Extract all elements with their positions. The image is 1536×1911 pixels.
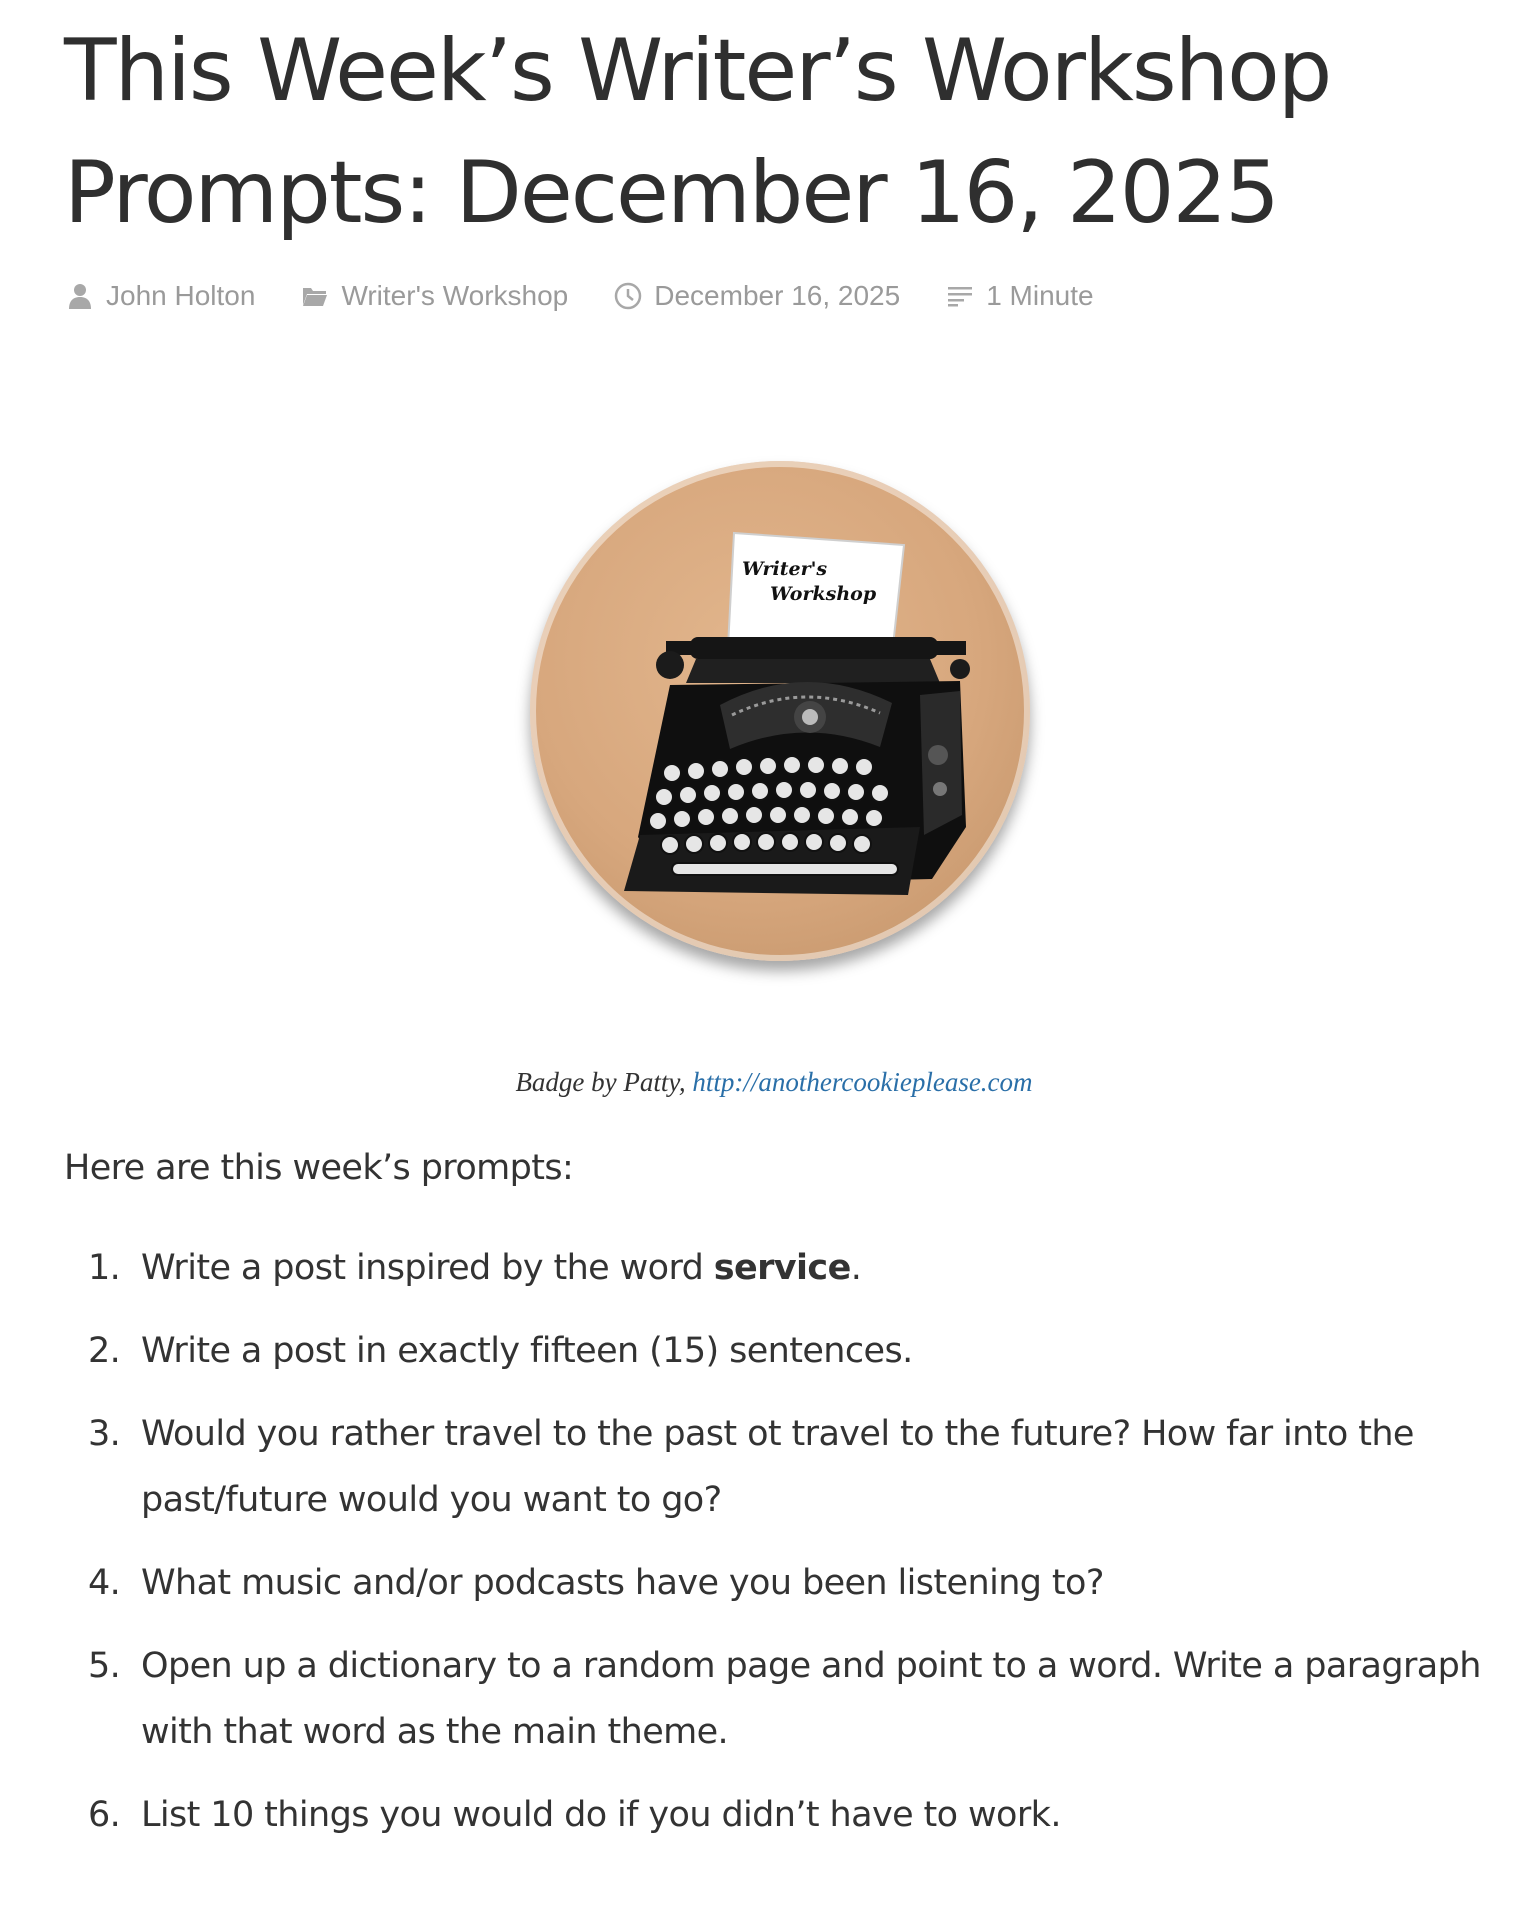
list-item (64, 1633, 1484, 1765)
list-item (64, 1318, 1484, 1384)
prompt-text: Write a post inspired by the word (141, 1248, 714, 1288)
prompt-text: What music and/or podcasts have you been listening to? (141, 1563, 1104, 1603)
clock-icon (612, 280, 644, 312)
reading-lines-icon (944, 280, 976, 312)
reading-time: 1 Minute (986, 280, 1094, 311)
prompt-bold-word: service (713, 1248, 851, 1288)
caption-link[interactable]: http://anothercookieplease.com (692, 1067, 1033, 1097)
list-item (64, 1401, 1484, 1533)
prompt-text: Would you rather travel to the past ot travel to the future? How far into the past/future would you want to go? (141, 1414, 1414, 1520)
list-item (64, 1235, 1484, 1301)
intro-text: Here are this week’s prompts: (64, 1148, 574, 1188)
meta-author[interactable] (64, 280, 255, 312)
category-link[interactable]: Writer's Workshop (341, 280, 569, 311)
list-number: 4. (88, 1563, 121, 1603)
person-icon (64, 280, 96, 312)
author-link[interactable]: John Holton (106, 280, 256, 311)
list-item (64, 1550, 1484, 1616)
caption-prefix: Badge by Patty, (515, 1067, 693, 1097)
list-number: 6. (88, 1795, 121, 1835)
typewriter-icon (520, 455, 1040, 975)
list-item (64, 1782, 1484, 1848)
date-link[interactable]: December 16, 2025 (654, 280, 901, 311)
meta-reading-time (944, 280, 1093, 312)
prompt-text-end: . (850, 1248, 862, 1288)
list-number: 5. (88, 1646, 121, 1686)
post-meta (64, 276, 1484, 316)
badge-text-line2: Workshop (770, 583, 877, 605)
badge-caption (64, 1067, 1484, 1098)
list-number: 2. (88, 1331, 121, 1371)
prompt-list (64, 1235, 1484, 1865)
list-number: 1. (88, 1248, 121, 1288)
prompt-text: List 10 things you would do if you didn’t have to work. (141, 1795, 1061, 1835)
prompt-text: Open up a dictionary to a random page and point to a word. Write a paragraph with that word as the main theme. (141, 1646, 1481, 1752)
badge-text-line1: Writer's (742, 558, 828, 580)
blog-post (64, 0, 1484, 1835)
folder-icon (299, 280, 331, 312)
writers-workshop-badge (520, 455, 1040, 975)
post-title: This Week’s Writer’s Workshop Prompts: December 16, 2025 (64, 21, 1331, 243)
list-number: 3. (88, 1414, 121, 1454)
meta-date[interactable] (612, 280, 900, 312)
prompt-text: Write a post in exactly fifteen (15) sentences. (141, 1331, 913, 1371)
badge-figure (64, 455, 1484, 1098)
meta-category[interactable] (299, 280, 568, 312)
